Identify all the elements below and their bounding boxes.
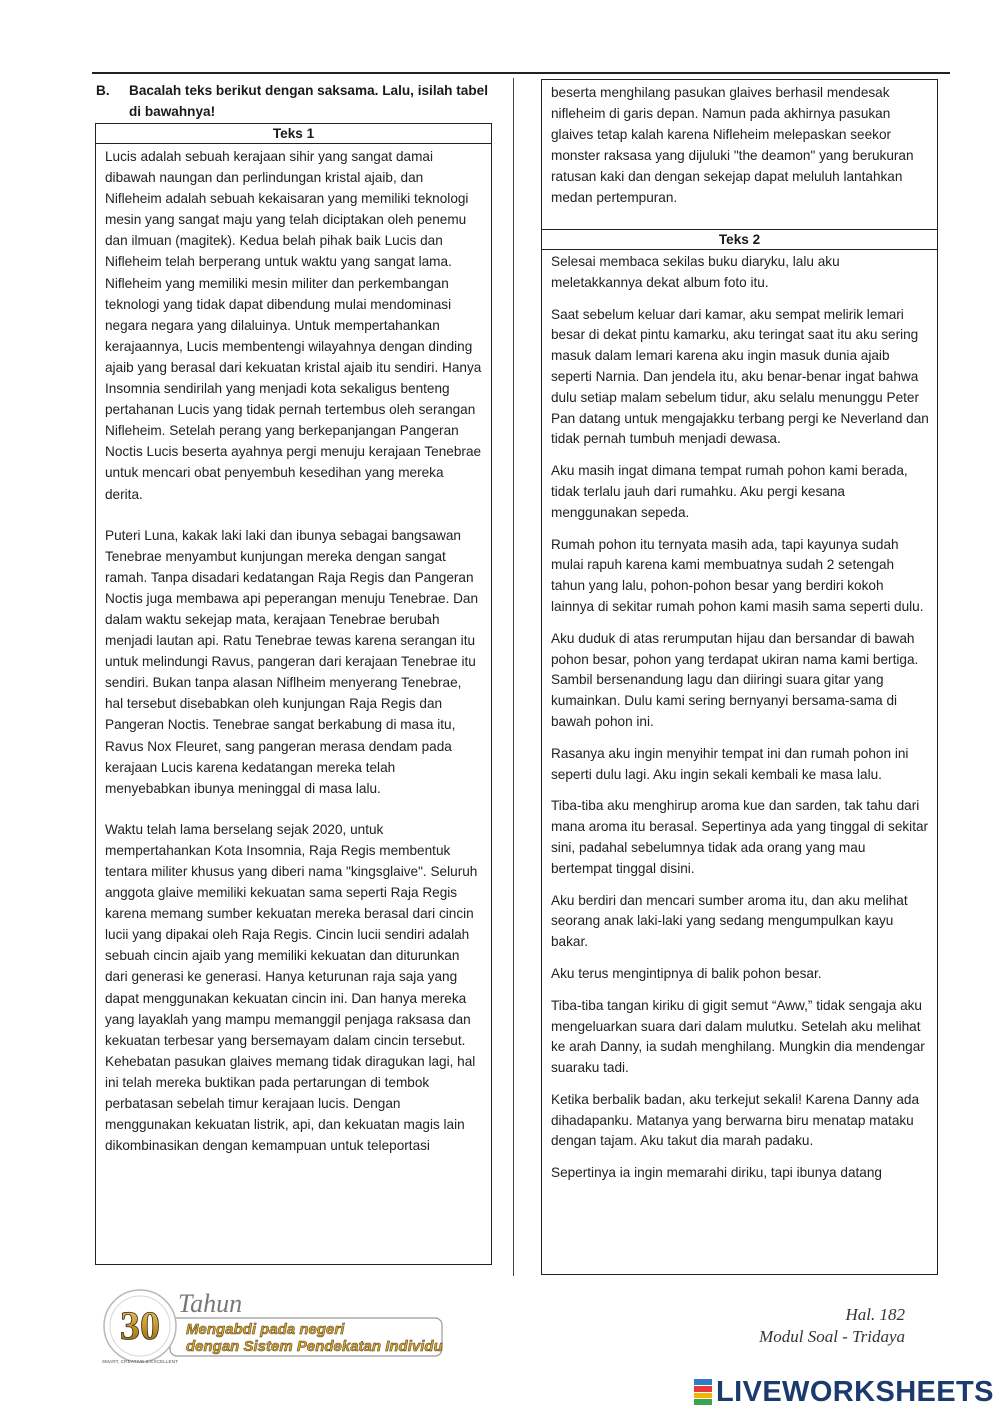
logo-ring-text: SMART, CREATIVE & EXCELLENT (101, 1360, 179, 1365)
teks-2-paragraph: Aku terus mengintipnya di balik pohon besar. (551, 965, 822, 981)
teks-2-paragraph: Aku duduk di atas rerumputan hijau dan bersandar di bawah pohon besar, pohon yang terdapat ukiran nama kami bertiga. Sambil bersenandung lagu dan diiringi suara gitar yang kumainkan. Dulu kami sering bernyanyi bersama-sama di bawah pohon ini. (551, 630, 919, 729)
teks-2-paragraph: Tiba-tiba tangan kiriku di gigit semut “Aww,” tidak sengaja aku mengeluarkan suara dari dalam mulutku. Setelah aku melihat ke arah Danny, ia sudah menghilang. Mungkin dia mendengar suaraku tadi. (551, 997, 925, 1076)
section-number: B. (96, 83, 110, 98)
page-info (759, 1304, 905, 1348)
teks-1-continued-body (542, 80, 937, 209)
teks-2-paragraph: Aku masih ingat dimana tempat rumah pohon kami berada, tidak terlalu jauh dari rumahku. Aku pergi kesana menggunakan sepeda. (551, 463, 908, 520)
teks-1-continued-box (541, 79, 938, 231)
section-instruction (96, 80, 488, 122)
teks-2-paragraph: Selesai membaca sekilas buku diaryku, lalu aku meletakkannya dekat album foto itu. (551, 254, 840, 290)
instruction-text: Bacalah teks berikut dengan saksama. Lalu, isilah tabel di bawahnya! (129, 83, 488, 119)
teks-1-paragraph: Waktu telah lama berselang sejak 2020, untuk mempertahankan Kota Insomnia, Raja Regis membentuk tentara militer khusus yang diberi nama "kingsglaive". Seluruh anggota glaive memiliki kekuatan sama seperti Raja Regis karena memang sumber kekuatan mereka berasal dari cincin lucii yang dipakai oleh Raja Regis. Cincin lucii sendiri adalah sebuah cincin ajaib yang memiliki kekuatan dan diturunkan dari generasi ke generasi. Hanya keturunan raja saja yang dapat menggunakan kekuatan cincin ini. Dan hanya mereka yang layaklah yang mampu memanggil penjaga raksasa dan kekuatan terbesar yang bersemayam dalam cincin tersebut. Kehebatan pasukan glaives memang tidak diragukan lagi, hal ini telah mereka buktikan pada pertarungan di tembok perbatasan sebelah timur kerajaan lucis. Dengan menggunakan kekuatan listrik, api, dan kekuatan magis lain dikombinasikan dengan kemampuan untuk teleportasi (105, 821, 478, 1154)
column-divider (513, 78, 514, 1276)
teks-2-body (542, 250, 937, 1184)
teks-1-body (96, 144, 491, 1156)
teks-2-title: Teks 2 (542, 230, 937, 250)
teks-1-title: Teks 1 (96, 124, 491, 144)
teks-2-paragraph: Sepertinya ia ingin memarahi diriku, tapi ibunya datang (551, 1165, 882, 1181)
logo-tagline-1: Mengabdi pada negeri (186, 1321, 345, 1338)
liveworksheets-wordmark: LIVEWORKSHEETS (716, 1375, 994, 1408)
teks-2-paragraph: Tiba-tiba aku menghirup aroma kue dan sarden, tak tahu dari mana aroma itu berasal. Sepertinya ada yang tinggal di sekitar sini, padahal sebelumnya tidak ada orang yang mau bertempat tinggal disini. (551, 798, 929, 876)
module-name: Modul Soal - Tridaya (759, 1327, 905, 1346)
teks-1-paragraph: Puteri Luna, kakak laki laki dan ibunya sebagai bangsawan Tenebrae menyambut kunjungan mereka dengan sangat ramah. Tanpa disadari kedatangan Raja Regis dan Pangeran Noctis juga membawa api peperangan menuju Tenebrae. Dan dalam waktu sekejap mata, kerajaan Tenebrae berubah menjadi lautan api. Ratu Tenebrae tewas karena serangan itu untuk melindungi Ravus, pangeran dari kerajaan Tenebrae itu sendiri. Bukan tanpa alasan Niflheim menyerang Tenebrae, hal tersebut disebabkan oleh kunjungan Raja Regis dan Pangeran Noctis. Tenebrae sangat berkabung di masa itu, Ravus Nox Fleuret, sang pangeran merasa dendam pada kerajaan Lucis karena kedatangan mereka telah menyebabkan ibunya meninggal di masa lalu. (105, 527, 479, 796)
teks-1-box (95, 123, 492, 1265)
teks-1-paragraph: Lucis adalah sebuah kerajaan sihir yang sangat damai dibawah naungan dan perlindungan kristal ajaib, dan Nifleheim adalah sebuah kekaisaran yang memiliki teknologi mesin yang sangat maju yang telah diciptakan oleh penemu dan ilmuan (magitek). Kedua belah pihak baik Lucis dan Nifleheim telah berperang untuk waktu yang sangat lama. Nifleheim yang memiliki mesin militer dan perkembangan teknologi yang tidak dapat dibendung mulai mendominasi negara negara yang dilaluinya. Untuk mempertahankan kerajaannya, Lucis membentengi wilayahnya dengan dinding ajaib yang berasal dari kekuatan kristal ajaib itu sendiri. Hanya Insomnia sendirilah yang menjadi kota sekaligus benteng pertahanan Lucis yang tidak pernah tertembus oleh serangan Nifleheim. Setelah perang yang berkepanjangan Pangeran Noctis Lucis beserta ayahnya pergi menuju kerajaan Tenebrae untuk mencari obat penyembuh kesedihan yang mereka derita. (105, 149, 482, 502)
anniversary-logo (100, 1284, 445, 1368)
teks-2-paragraph: Aku berdiri dan mencari sumber aroma itu, dan aku melihat seorang anak laki-laki yang sedang mengumpulkan kayu bakar. (551, 892, 908, 950)
liveworksheets-icon (694, 1379, 712, 1405)
teks-1-paragraph: beserta menghilang pasukan glaives berhasil mendesak nifleheim di garis depan. Namun pada akhirnya pasukan glaives tetap kalah karena Nifleheim melepaskan seekor monster raksasa yang dijuluki "the deamon" yang berukuran ratusan kaki dan dengan sekejap dapat meluluh lantahkan medan pertempuran. (551, 85, 914, 206)
teks-2-paragraph: Rasanya aku ingin menyihir tempat ini dan rumah pohon ini seperti dulu lagi. Aku ingin sekali kembali ke masa lalu. (551, 745, 909, 782)
teks-2-paragraph: Ketika berbalik badan, aku terkejut sekali! Karena Danny ada dihadapanku. Matanya yang berwarna biru menatap mataku dengan tajam. Aku takut dia marah padaku. (551, 1091, 920, 1149)
top-rule (92, 72, 950, 74)
teks-2-paragraph: Saat sebelum keluar dari kamar, aku sempat melirik lemari besar di dekat pintu kamarku, aku teringat saat itu aku sering masuk dalam lemari karena aku ingin masuk dunia ajaib seperti Narnia. Dan jendela itu, aku benar-benar ingat bahwa dulu setiap malam sebelum tidur, aku selalu menunggu Peter Pan datang untuk mengajakku terbang pergi ke Neverland dan tidak pernah tumbuh menjadi dewasa. (551, 306, 929, 447)
page-number: Hal. 182 (845, 1305, 905, 1324)
logo-number: 30 (120, 1303, 160, 1348)
teks-2-box (541, 229, 938, 1275)
logo-word: Tahun (178, 1289, 243, 1318)
logo-tagline-2: dengan Sistem Pendekatan Individu (186, 1338, 443, 1355)
liveworksheets-brand[interactable] (694, 1376, 994, 1408)
teks-2-paragraph: Rumah pohon itu ternyata masih ada, tapi kayunya sudah mulai rapuh karena kami membuatnya sudah 2 setengah tahun yang lalu, pohon-pohon besar yang berdiri kokoh lainnya di sekitar rumah pohon kami masih sama seperti dulu. (551, 536, 924, 614)
